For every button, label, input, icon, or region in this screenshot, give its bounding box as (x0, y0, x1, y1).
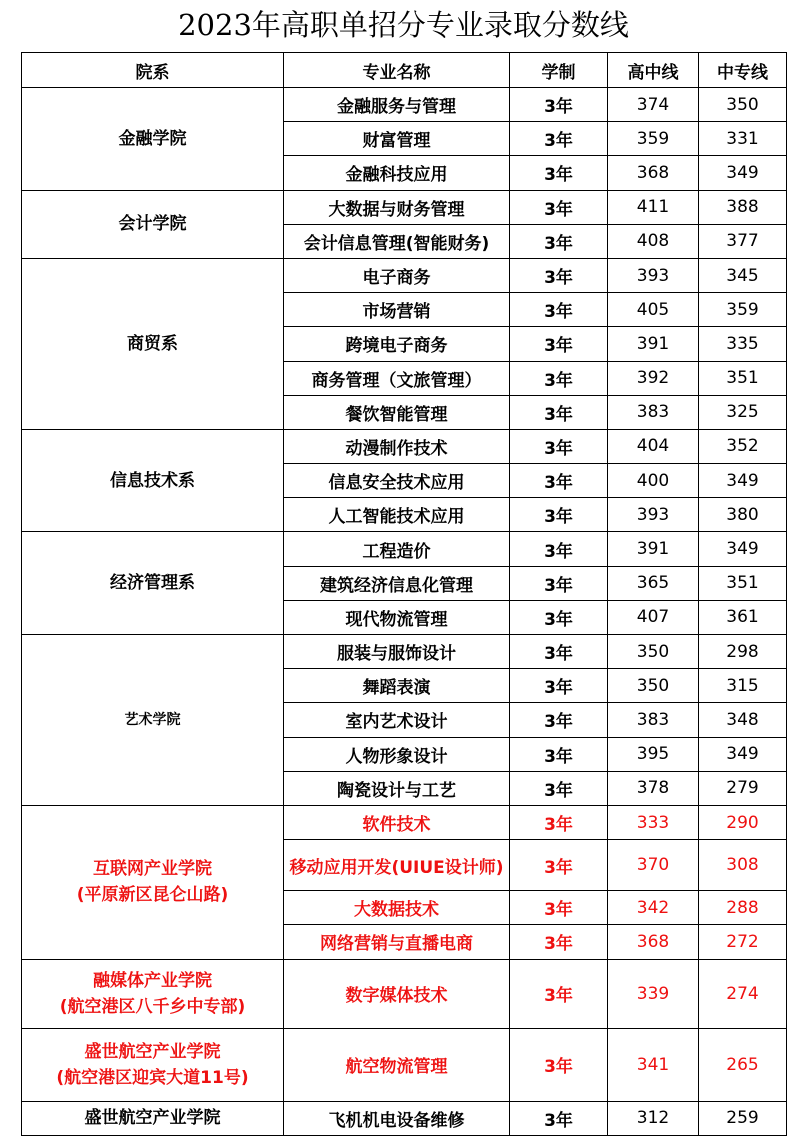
major-cell: 金融科技应用 (284, 156, 510, 190)
major-cell: 餐饮智能管理 (284, 395, 510, 429)
vocational-score-cell: 350 (699, 88, 787, 122)
vocational-score-cell: 274 (699, 959, 787, 1028)
vocational-score-cell: 349 (699, 464, 787, 498)
high-school-score-cell: 378 (608, 771, 699, 805)
department-cell (22, 88, 284, 191)
vocational-score-cell: 349 (699, 532, 787, 566)
duration-cell: 3年 (510, 498, 608, 532)
header-department: 院系 (22, 53, 284, 88)
vocational-score-cell: 377 (699, 224, 787, 258)
high-school-score-cell: 404 (608, 429, 699, 463)
duration-cell: 3年 (510, 361, 608, 395)
high-school-score-cell: 368 (608, 156, 699, 190)
department-name-line: 融媒体产业学院 (93, 970, 212, 991)
high-school-score-cell: 400 (608, 464, 699, 498)
high-school-score-cell: 408 (608, 224, 699, 258)
major-cell: 服装与服饰设计 (284, 635, 510, 669)
vocational-score-cell: 361 (699, 600, 787, 634)
duration-cell: 3年 (510, 190, 608, 224)
department-cell (22, 190, 284, 258)
vocational-score-cell: 325 (699, 395, 787, 429)
major-cell: 陶瓷设计与工艺 (284, 771, 510, 805)
table-row (22, 959, 787, 1028)
header-vocational-score: 中专线 (699, 53, 787, 88)
major-cell: 移动应用开发(UIUE设计师) (284, 840, 510, 891)
duration-cell: 3年 (510, 532, 608, 566)
vocational-score-cell: 349 (699, 156, 787, 190)
high-school-score-cell: 333 (608, 805, 699, 839)
major-cell: 航空物流管理 (284, 1028, 510, 1101)
high-school-score-cell: 350 (608, 635, 699, 669)
vocational-score-cell: 298 (699, 635, 787, 669)
department-name-line: (航空港区迎宾大道11号) (56, 1067, 249, 1088)
duration-cell: 3年 (510, 840, 608, 891)
vocational-score-cell: 259 (699, 1101, 787, 1135)
major-cell: 商务管理（文旅管理） (284, 361, 510, 395)
page-title: 2023年高职单招分专业录取分数线 (178, 8, 629, 42)
department-cell (22, 258, 284, 429)
vocational-score-cell: 359 (699, 293, 787, 327)
high-school-score-cell: 411 (608, 190, 699, 224)
duration-cell: 3年 (510, 925, 608, 959)
duration-cell: 3年 (510, 327, 608, 361)
duration-cell: 3年 (510, 293, 608, 327)
high-school-score-cell: 368 (608, 925, 699, 959)
major-cell: 建筑经济信息化管理 (284, 566, 510, 600)
vocational-score-cell: 335 (699, 327, 787, 361)
vocational-score-cell: 351 (699, 361, 787, 395)
duration-cell: 3年 (510, 156, 608, 190)
duration-cell: 3年 (510, 1028, 608, 1101)
department-name-line: (航空港区八千乡中专部) (59, 996, 246, 1017)
vocational-score-cell: 279 (699, 771, 787, 805)
major-cell: 人物形象设计 (284, 737, 510, 771)
high-school-score-cell: 365 (608, 566, 699, 600)
vocational-score-cell: 308 (699, 840, 787, 891)
duration-cell: 3年 (510, 464, 608, 498)
vocational-score-cell: 265 (699, 1028, 787, 1101)
department-name-line: 金融学院 (118, 128, 187, 149)
vocational-score-cell: 331 (699, 122, 787, 156)
major-cell: 电子商务 (284, 258, 510, 292)
vocational-score-cell: 352 (699, 429, 787, 463)
high-school-score-cell: 407 (608, 600, 699, 634)
vocational-score-cell: 288 (699, 891, 787, 925)
duration-cell: 3年 (510, 959, 608, 1028)
table-row (22, 258, 787, 292)
department-cell (22, 635, 284, 806)
major-cell: 信息安全技术应用 (284, 464, 510, 498)
high-school-score-cell: 405 (608, 293, 699, 327)
high-school-score-cell: 359 (608, 122, 699, 156)
major-cell: 软件技术 (284, 805, 510, 839)
department-name-line: 互联网产业学院 (93, 859, 212, 880)
high-school-score-cell: 339 (608, 959, 699, 1028)
duration-cell: 3年 (510, 122, 608, 156)
table-row (22, 635, 787, 669)
vocational-score-cell: 272 (699, 925, 787, 959)
department-name-line: 盛世航空产业学院 (84, 1041, 221, 1062)
table-row (22, 88, 787, 122)
major-cell: 金融服务与管理 (284, 88, 510, 122)
department-name-line: 商贸系 (127, 333, 178, 354)
table-row (22, 190, 787, 224)
duration-cell: 3年 (510, 703, 608, 737)
vocational-score-cell: 315 (699, 669, 787, 703)
major-cell: 人工智能技术应用 (284, 498, 510, 532)
major-cell: 大数据技术 (284, 891, 510, 925)
header-duration: 学制 (510, 53, 608, 88)
duration-cell: 3年 (510, 429, 608, 463)
major-cell: 财富管理 (284, 122, 510, 156)
high-school-score-cell: 395 (608, 737, 699, 771)
high-school-score-cell: 370 (608, 840, 699, 891)
vocational-score-cell: 349 (699, 737, 787, 771)
high-school-score-cell: 350 (608, 669, 699, 703)
major-cell: 跨境电子商务 (284, 327, 510, 361)
table-row (22, 1101, 787, 1135)
vocational-score-cell: 290 (699, 805, 787, 839)
department-name-line: 经济管理系 (110, 573, 195, 594)
high-school-score-cell: 342 (608, 891, 699, 925)
duration-cell: 3年 (510, 600, 608, 634)
vocational-score-cell: 388 (699, 190, 787, 224)
header-high-school-score: 高中线 (608, 53, 699, 88)
high-school-score-cell: 391 (608, 327, 699, 361)
department-cell (22, 429, 284, 532)
major-cell: 工程造价 (284, 532, 510, 566)
major-cell: 飞机机电设备维修 (284, 1101, 510, 1135)
table-row (22, 805, 787, 839)
table-body (22, 88, 787, 1136)
duration-cell: 3年 (510, 669, 608, 703)
table-row (22, 532, 787, 566)
department-cell (22, 1101, 284, 1135)
duration-cell: 3年 (510, 891, 608, 925)
department-name-line: 信息技术系 (110, 470, 195, 491)
high-school-score-cell: 383 (608, 395, 699, 429)
major-cell: 会计信息管理(智能财务) (284, 224, 510, 258)
duration-cell: 3年 (510, 224, 608, 258)
high-school-score-cell: 391 (608, 532, 699, 566)
department-cell (22, 532, 284, 635)
admission-score-table (21, 52, 787, 1136)
duration-cell: 3年 (510, 771, 608, 805)
department-cell (22, 959, 284, 1028)
major-cell: 动漫制作技术 (284, 429, 510, 463)
duration-cell: 3年 (510, 635, 608, 669)
department-name-line: 艺术学院 (124, 711, 181, 728)
table-row (22, 429, 787, 463)
major-cell: 大数据与财务管理 (284, 190, 510, 224)
duration-cell: 3年 (510, 258, 608, 292)
duration-cell: 3年 (510, 88, 608, 122)
high-school-score-cell: 383 (608, 703, 699, 737)
department-name-line: 会计学院 (118, 214, 187, 235)
major-cell: 舞蹈表演 (284, 669, 510, 703)
duration-cell: 3年 (510, 566, 608, 600)
high-school-score-cell: 341 (608, 1028, 699, 1101)
high-school-score-cell: 374 (608, 88, 699, 122)
major-cell: 市场营销 (284, 293, 510, 327)
header-major: 专业名称 (284, 53, 510, 88)
duration-cell: 3年 (510, 737, 608, 771)
major-cell: 网络营销与直播电商 (284, 925, 510, 959)
department-cell (22, 1028, 284, 1101)
major-cell: 现代物流管理 (284, 600, 510, 634)
vocational-score-cell: 351 (699, 566, 787, 600)
duration-cell: 3年 (510, 395, 608, 429)
high-school-score-cell: 312 (608, 1101, 699, 1135)
high-school-score-cell: 393 (608, 498, 699, 532)
vocational-score-cell: 345 (699, 258, 787, 292)
major-cell: 室内艺术设计 (284, 703, 510, 737)
vocational-score-cell: 380 (699, 498, 787, 532)
table-header-row (22, 53, 787, 88)
major-cell: 数字媒体技术 (284, 959, 510, 1028)
duration-cell: 3年 (510, 1101, 608, 1135)
department-name-line: (平原新区昆仑山路) (76, 885, 229, 906)
department-name-line: 盛世航空产业学院 (84, 1108, 221, 1129)
vocational-score-cell: 348 (699, 703, 787, 737)
table-row (22, 1028, 787, 1101)
high-school-score-cell: 392 (608, 361, 699, 395)
duration-cell: 3年 (510, 805, 608, 839)
high-school-score-cell: 393 (608, 258, 699, 292)
department-cell (22, 805, 284, 959)
